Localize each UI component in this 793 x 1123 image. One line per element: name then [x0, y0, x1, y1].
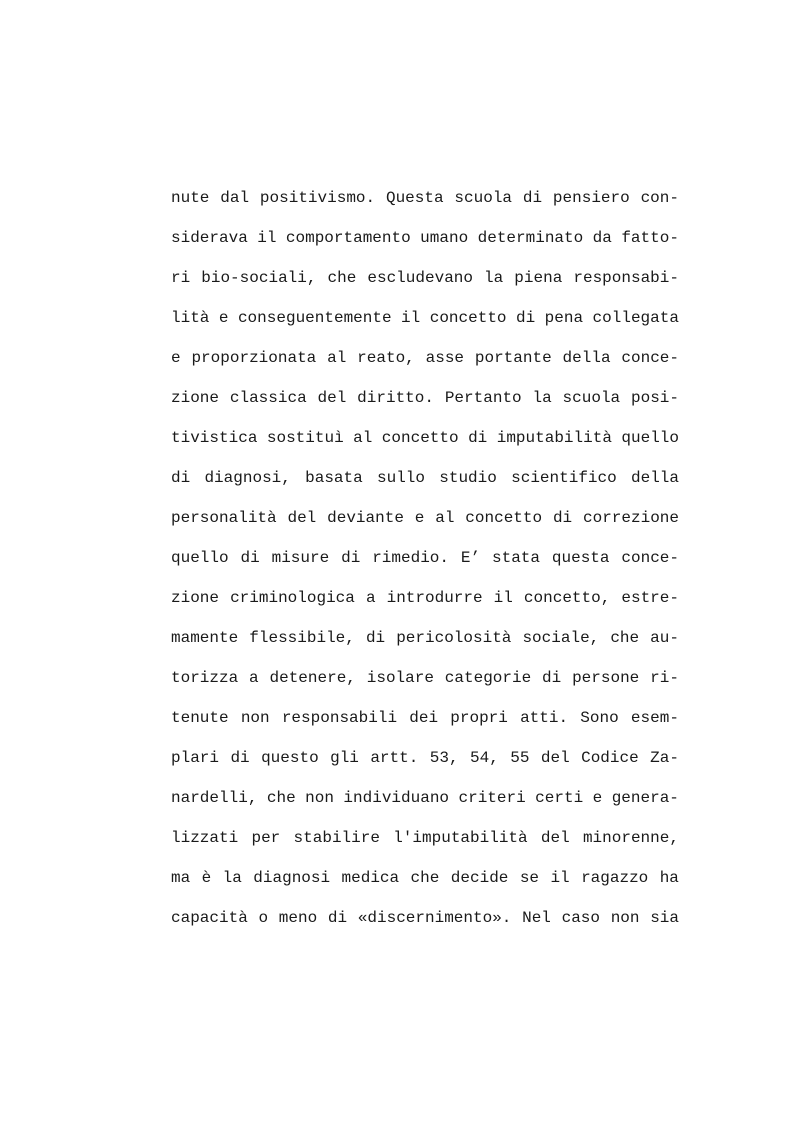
word: questo — [261, 749, 319, 767]
word: propri — [450, 709, 508, 727]
word: 54, — [470, 749, 499, 767]
word: Za- — [650, 749, 679, 767]
text-line — [171, 786, 679, 826]
word: responsabili — [281, 709, 398, 727]
word: il — [257, 229, 277, 247]
word: non — [240, 709, 270, 727]
word: di — [240, 549, 260, 567]
word: determinato — [477, 229, 584, 247]
word: imputabilità — [496, 429, 612, 447]
word: di — [468, 429, 488, 447]
word: al — [435, 509, 455, 527]
word: umano — [420, 229, 469, 247]
word: conce- — [621, 549, 679, 567]
word: sullo — [376, 469, 425, 487]
word: proporzionata — [191, 349, 317, 367]
word: ri- — [650, 669, 679, 687]
word: personalità — [171, 509, 277, 527]
word: della — [630, 469, 679, 487]
word: tivistica — [171, 429, 258, 447]
word: nardelli, — [171, 789, 258, 807]
word: scientifico — [511, 469, 617, 487]
word: il — [401, 309, 421, 327]
word: detenere, — [269, 669, 356, 687]
word: del — [287, 509, 317, 527]
word: la — [484, 269, 504, 287]
word: individuano — [343, 789, 450, 807]
word: di — [542, 669, 562, 687]
word: decide — [450, 869, 509, 887]
word: Nel — [522, 909, 551, 927]
word: a — [249, 669, 259, 687]
word: 55 — [510, 749, 530, 767]
word: del — [317, 389, 347, 407]
word: artt. — [370, 749, 419, 767]
word: conce- — [621, 349, 679, 367]
word: pena — [544, 309, 584, 327]
word: torizza — [171, 669, 239, 687]
word: di — [327, 909, 348, 927]
word: mamente — [171, 629, 239, 647]
word: persone — [572, 669, 640, 687]
word: genera- — [611, 789, 679, 807]
word: da — [592, 229, 612, 247]
text-line — [171, 866, 679, 906]
word: e — [171, 349, 181, 367]
word: concetto — [429, 309, 507, 327]
word: studio — [439, 469, 497, 487]
word: estre- — [621, 589, 679, 607]
word: pericolosità — [396, 629, 512, 647]
word: è — [201, 869, 212, 887]
word: di — [522, 189, 543, 207]
word: tenute — [171, 709, 229, 727]
word: ha — [659, 869, 679, 887]
word: scuola — [562, 389, 621, 407]
word: siderava — [171, 229, 248, 247]
word: della — [562, 349, 611, 367]
word: Codice — [581, 749, 639, 767]
word: criteri — [458, 789, 526, 807]
word: Sono — [580, 709, 619, 727]
word: diagnosi — [253, 869, 331, 887]
word: medica — [341, 869, 400, 887]
word: Pertanto — [444, 389, 522, 407]
word: diritto. — [357, 389, 434, 407]
word: reato, — [357, 349, 415, 367]
word: e — [218, 309, 229, 327]
word: al — [353, 429, 373, 447]
word: posi- — [630, 389, 679, 407]
word: correzione — [582, 509, 679, 527]
text-line — [171, 266, 679, 306]
text-line — [171, 586, 679, 626]
word: diagnosi, — [204, 469, 291, 487]
text-line — [171, 226, 679, 266]
text-line — [171, 706, 679, 746]
word: au- — [650, 629, 679, 647]
word: o — [258, 909, 269, 927]
word: non — [610, 909, 640, 927]
word: zione — [171, 589, 220, 607]
word: a — [365, 589, 376, 607]
word: se — [519, 869, 540, 887]
word: comportamento — [285, 229, 411, 247]
word: bio-sociali, — [201, 269, 317, 287]
word: positivismo. — [259, 189, 376, 207]
word: flessibile, — [249, 629, 355, 647]
word: ri — [171, 269, 191, 287]
word: meno — [278, 909, 318, 927]
text-line — [171, 906, 679, 946]
word: e — [414, 509, 425, 527]
text-line — [171, 546, 679, 586]
word: quello — [621, 429, 679, 447]
word: piena — [514, 269, 563, 287]
word: che — [327, 269, 357, 287]
word: portante — [474, 349, 552, 367]
word: stata — [491, 549, 540, 567]
word: fatto- — [621, 229, 679, 247]
word: esem- — [630, 709, 679, 727]
word: di — [171, 469, 191, 487]
word: questa — [551, 549, 610, 567]
word: il — [550, 869, 570, 887]
word: non — [305, 789, 334, 807]
word: di — [230, 749, 250, 767]
word: concetto, — [523, 589, 611, 607]
word: che — [266, 789, 296, 807]
word: plari — [171, 749, 220, 767]
word: scuola — [454, 189, 513, 207]
text-line — [171, 506, 679, 546]
word: certi — [535, 789, 584, 807]
text-line — [171, 426, 679, 466]
word: zione — [171, 389, 220, 407]
word: sostituì — [266, 429, 344, 447]
word: «discernimento». — [357, 909, 512, 927]
word: che — [610, 629, 640, 647]
word: ma — [171, 869, 191, 887]
text-line — [171, 186, 679, 226]
word: stabilire — [293, 829, 380, 847]
word: rimedio. — [372, 549, 449, 567]
word: deviante — [327, 509, 404, 527]
word: misure — [271, 549, 330, 567]
word: capacità — [171, 909, 248, 927]
word: isolare — [366, 669, 434, 687]
word: di — [365, 629, 386, 647]
word: sia — [650, 909, 679, 927]
word: con- — [640, 189, 679, 207]
body-text — [171, 186, 679, 946]
word: classica — [229, 389, 307, 407]
word: concetto — [465, 509, 543, 527]
word: atti. — [520, 709, 569, 727]
word: concetto — [381, 429, 459, 447]
word: di — [552, 509, 573, 527]
word: basata — [305, 469, 363, 487]
word: del — [540, 749, 570, 767]
word: per — [251, 829, 281, 847]
word: conseguentemente — [237, 309, 392, 327]
word: sociale, — [522, 629, 600, 647]
word: al — [327, 349, 347, 367]
word: dal — [220, 189, 250, 207]
text-line — [171, 306, 679, 346]
word: e — [592, 789, 603, 807]
word: la — [532, 389, 552, 407]
text-line — [171, 666, 679, 706]
text-line — [171, 746, 679, 786]
text-line — [171, 466, 679, 506]
text-line — [171, 346, 679, 386]
word: Questa — [385, 189, 444, 207]
word: l'imputabilità — [393, 829, 528, 847]
text-line — [171, 386, 679, 426]
text-line — [171, 826, 679, 866]
word: lità — [171, 309, 210, 327]
word: ragazzo — [581, 869, 649, 887]
word: escludevano — [367, 269, 473, 287]
word: del — [540, 829, 570, 847]
word: collegata — [592, 309, 679, 327]
word: la — [222, 869, 242, 887]
text-line — [171, 626, 679, 666]
word: introdurre — [386, 589, 483, 607]
word: criminologica — [230, 589, 355, 607]
word: asse — [425, 349, 465, 367]
word: caso — [561, 909, 600, 927]
word: minorenne, — [582, 829, 679, 847]
word: gli — [330, 749, 359, 767]
word: E’ — [460, 549, 481, 567]
word: lizzati — [171, 829, 239, 847]
word: di — [516, 309, 536, 327]
word: categorie — [444, 669, 532, 687]
word: dei — [409, 709, 439, 727]
word: 53, — [429, 749, 459, 767]
word: responsabi- — [573, 269, 679, 287]
word: di — [341, 549, 361, 567]
word: nute — [171, 189, 210, 207]
word: pensiero — [552, 189, 630, 207]
word: quello — [171, 549, 229, 567]
word: il — [493, 589, 513, 607]
word: che — [410, 869, 440, 887]
